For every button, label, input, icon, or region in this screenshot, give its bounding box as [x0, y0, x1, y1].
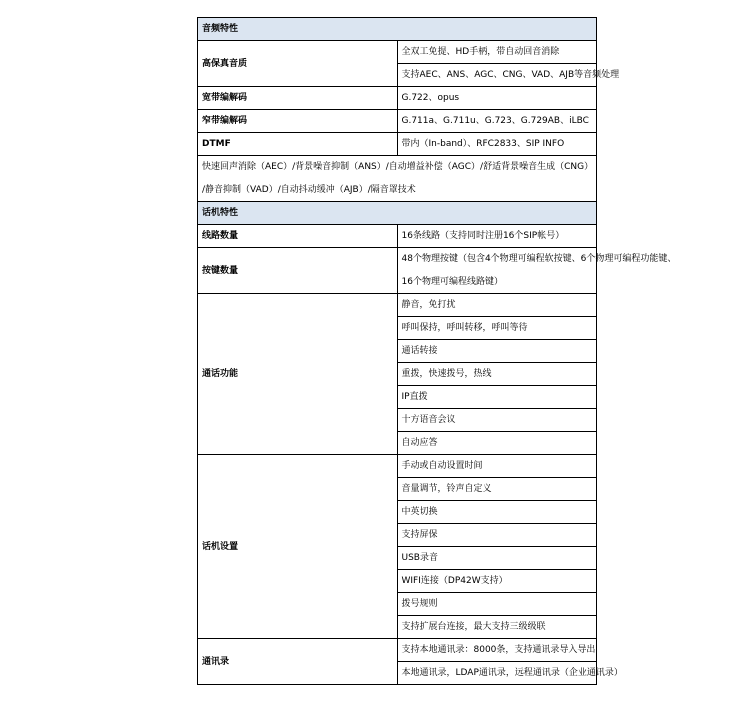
row-label-dtmf: DTMF: [198, 133, 398, 156]
row-label-keys: 按键数量: [198, 248, 398, 294]
audio-note-line: /静音抑制（VAD）/自动抖动缓冲（AJB）/隔音罩技术: [198, 179, 597, 202]
row-label-hd-audio: 高保真音质: [198, 41, 398, 87]
contacts-item: 支持本地通讯录：8000条，支持通讯录导入导出: [397, 639, 597, 662]
settings-item: 支持扩展台连接，最大支持三级级联: [397, 616, 597, 639]
call-item: 静音，免打扰: [397, 294, 597, 317]
settings-item: 手动或自动设置时间: [397, 455, 597, 478]
contacts-item: 本地通讯录，LDAP通讯录，远程通讯录（企业通讯录）: [397, 662, 597, 685]
wideband-value: G.722、opus: [397, 87, 597, 110]
hd-audio-line: 支持AEC、ANS、AGC、CNG、VAD、AJB等音频处理: [397, 64, 597, 87]
narrowband-value: G.711a、G.711u、G.723、G.729AB、iLBC: [397, 110, 597, 133]
row-label-lines: 线路数量: [198, 225, 398, 248]
row-label-contacts: 通讯录: [198, 639, 398, 685]
call-item: 通话转接: [397, 340, 597, 363]
call-item: 自动应答: [397, 432, 597, 455]
spec-table: [197, 17, 677, 685]
settings-item: WIFI连接（DP42W支持）: [397, 570, 597, 593]
row-label-settings: 话机设置: [198, 455, 398, 639]
call-item: IP直拨: [397, 386, 597, 409]
hd-audio-line: 全双工免提、HD手柄，带自动回音消除: [397, 41, 597, 64]
settings-item: USB录音: [397, 547, 597, 570]
settings-item: 音量调节，铃声自定义: [397, 478, 597, 501]
settings-item: 拨号规则: [397, 593, 597, 616]
row-label-narrowband: 窄带编解码: [198, 110, 398, 133]
call-item: 重拨，快速拨号，热线: [397, 363, 597, 386]
call-item: 呼叫保持，呼叫转移，呼叫等待: [397, 317, 597, 340]
keys-line: 48个物理按键（包含4个物理可编程软按键、6个物理可编程功能键、: [397, 248, 597, 271]
audio-note-line: 快速回声消除（AEC）/背景噪音抑制（ANS）/自动增益补偿（AGC）/舒适背景噪音生成（CNG）: [198, 156, 597, 179]
settings-item: 中英切换: [397, 501, 597, 524]
section-header-phone: 话机特性: [198, 202, 597, 225]
call-item: 十方语音会议: [397, 409, 597, 432]
keys-line: 16个物理可编程线路键）: [397, 271, 597, 294]
dtmf-value: 带内（In-band）、RFC2833、SIP INFO: [397, 133, 597, 156]
lines-value: 16条线路（支持同时注册16个SIP帐号）: [397, 225, 597, 248]
settings-item: 支持屏保: [397, 524, 597, 547]
section-header-audio: 音频特性: [198, 18, 597, 41]
row-label-wideband: 宽带编解码: [198, 87, 398, 110]
row-label-call: 通话功能: [198, 294, 398, 455]
